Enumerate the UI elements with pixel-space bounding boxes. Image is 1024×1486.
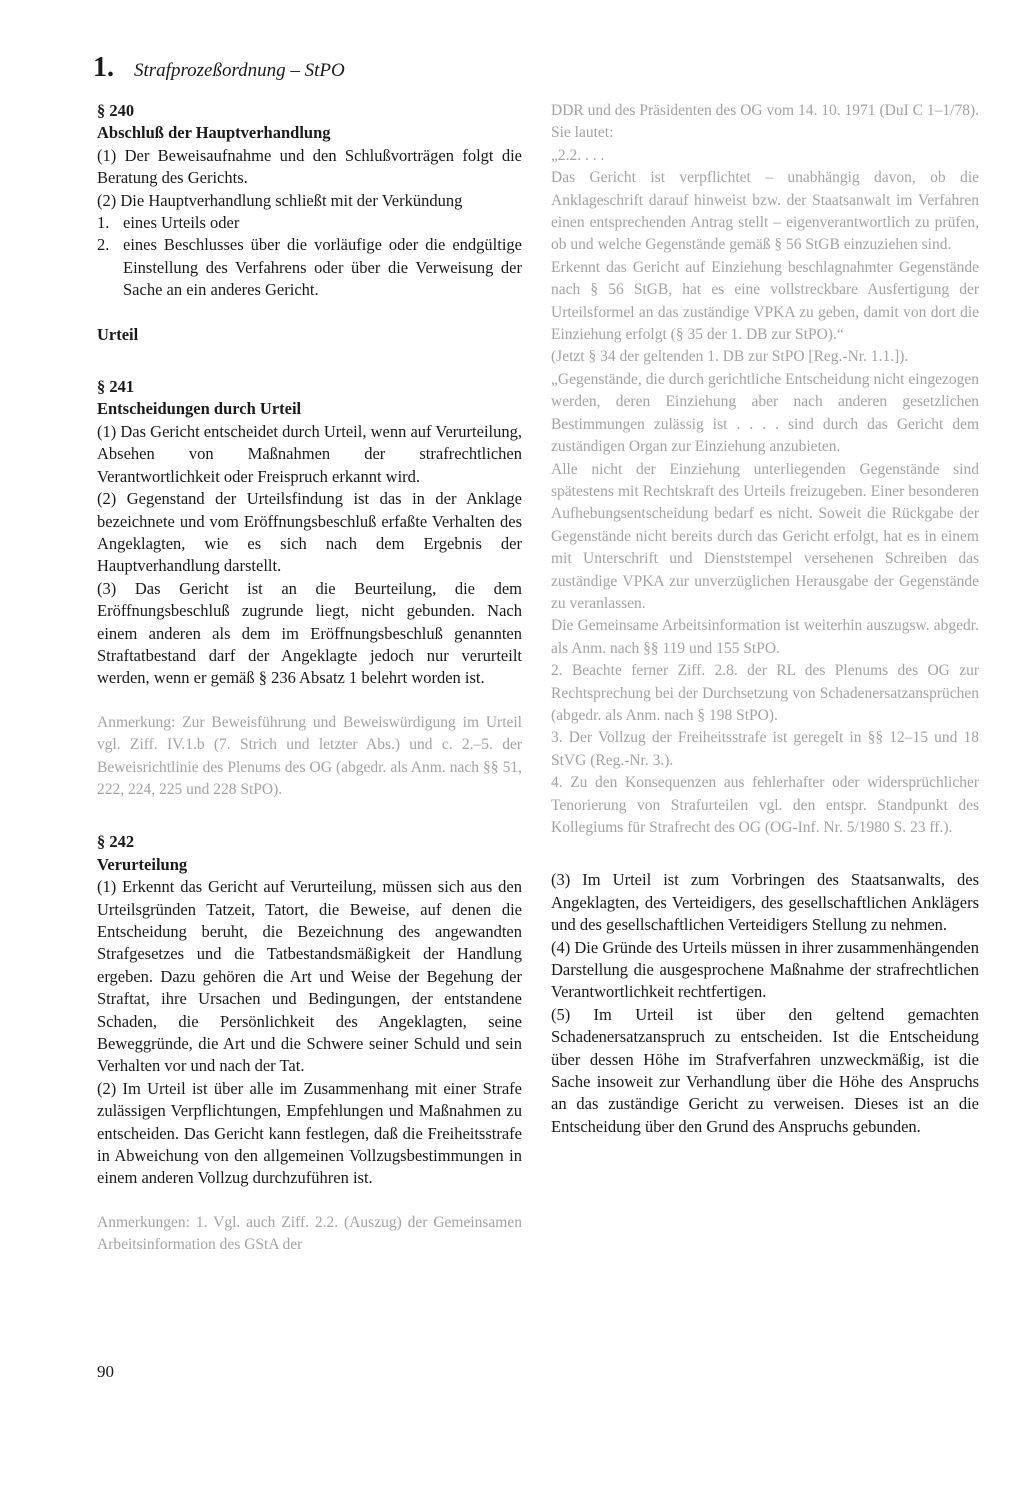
page-number: 90 [97, 1362, 114, 1381]
list-item-number: 2. [97, 235, 110, 255]
page-header [93, 52, 345, 84]
section-241-para-1: (1) Das Gericht entscheidet durch Urteil, wenn auf Verurteilung, Absehen von Maßnahmen der strafrechtlichen Verantwortlichkeit oder Freispruch erkannt wird. [97, 421, 522, 486]
left-column [97, 100, 522, 1257]
section-240-para-2: (2) Die Hauptverhandlung schließt mit der Verkündung [97, 190, 463, 210]
urteil-heading: Urteil [97, 324, 139, 344]
note-paragraph: 3. Der Vollzug der Freiheitsstrafe ist geregelt in §§ 12–15 und 18 StVG (Reg.-Nr. 3.). [551, 729, 979, 769]
section-242-para-5: (5) Im Urteil ist über den geltend gemachten Schadenersatzanspruch zu entscheiden. Ist die Entscheidung über dessen Höhe im Strafverfahren unzweckmäßig, ist die Sache insoweit zur Verhandlung über die Höhe des Anspruchs an das zuständige Gericht zu verweisen. Dieses ist an die Entscheidung über den Grund des Anspruchs gebunden. [551, 1004, 979, 1136]
note-paragraph: Erkennt das Gericht auf Einziehung beschlagnahmter Gegenstände nach § 56 StGB, hat es eine vollstreckbare Ausfertigung der Urteilsformel an das zuständige VPKA zu geben, damit von dort die Einziehung erfolgt (§ 35 der 1. DB zur StPO).“ [551, 258, 979, 344]
list-item-text: eines Beschlusses über die vorläufige oder die endgültige Einstellung des Verfahrens oder über die Verweisung der Sache an ein anderes Gericht. [123, 235, 522, 300]
section-241-para-3: (3) Das Gericht ist an die Beurteilung, die dem Eröffnungsbeschluß zugrunde liegt, nicht gebunden. Nach einem anderen als dem im Eröffnungsbeschluß genannten Straftatbestand darf der Angeklagte jedoch nur verurteilt werden, wenn er gemäß § 236 Absatz 1 belehrt worden ist. [97, 578, 522, 688]
section-242-para-3: (3) Im Urteil ist zum Vorbringen des Staatsanwalts, des Angeklagten, des Verteidigers, des gesellschaftlichen Anklägers und des gesellschaftlichen Verteidigers Stellung zu nehmen. [551, 870, 979, 935]
section-242-para-2: (2) Im Urteil ist über alle im Zusammenhang mit einer Strafe zulässigen Verpflichtungen, Empfehlungen und Maßnahmen zu entscheiden. Das Gericht kann festlegen, daß die Freiheitsstrafe in Abweichung von den allgemeinen Vollzugsbestimmungen in einem anderen Vollzug durchzuführen ist. [97, 1078, 522, 1188]
note-paragraph: DDR und des Präsidenten des OG vom 14. 10. 1971 (DuI C 1–1/78). Sie lautet: [551, 102, 979, 142]
section-240-para-1: (1) Der Beweisaufnahme und den Schlußvorträgen folgt die Beratung des Gerichts. [97, 145, 522, 188]
chapter-number: 1. [93, 52, 114, 83]
note-paragraph: Das Gericht ist verpflichtet – unabhängig davon, ob die Anklageschrift darauf hinweist bzw. der Staatsanwalt im Verfahren einen entsprechenden Antrag stellt – eigenverantwortlich zu prüfen, ob und welche Gegenstände gemäß § 56 StGB einzuziehen sind. [551, 169, 979, 254]
section-242-number: § 242 [97, 832, 135, 852]
section-241-para-2: (2) Gegenstand der Urteilsfindung ist das in der Anklage bezeichnete und vom Eröffnungsbeschluß erfaßte Verhalten des Angeklagten, wie es sich nach dem Ergebnis der Hauptverhandlung darstellt. [97, 489, 522, 576]
section-242-para-4: (4) Die Gründe des Urteils müssen in ihrer zusammenhängenden Darstellung die ausgesprochene Maßnahme der strafrechtlichen Verantwortlichkeit rechtfertigen. [551, 937, 979, 1002]
section-241-note: Anmerkung: Zur Beweisführung und Beweiswürdigung im Urteil vgl. Ziff. IV.1.b (7. Strich und letzter Abs.) und c. 2.–5. der Beweisrichtlinie des Plenums des OG (abgedr. als Anm. nach §§ 51, 222, 224, 225 und 228 StPO). [97, 713, 522, 798]
note-paragraph: Alle nicht der Einziehung unterliegenden Gegenstände sind spätestens mit Rechtskraft des Urteils freizugeben. Einer besonderen Aufhebungsentscheidung bedarf es nicht. Soweit die Rückgabe der Gegenstände nicht bereits durch das Gericht erfolgt, hat es in einem mit Unterschrift und Dienststempel versehenen Schreiben das zuständige VPKA zur unverzüglichen Herausgabe der Gegenstände zu veranlassen. [551, 460, 979, 612]
note-paragraph: „Gegenstände, die durch gerichtliche Entscheidung nicht eingezogen werden, deren Einziehung aber nach anderen gesetzlichen Bestimmungen zulässig ist . . . . sind durch das Gericht dem zuständigen Organ zur Einziehung anzubieten. [551, 370, 979, 456]
list-item-text: eines Urteils oder [123, 213, 240, 233]
list-item [97, 234, 522, 301]
section-241-title: Entscheidungen durch Urteil [97, 399, 302, 419]
list-item [97, 212, 522, 234]
list-item-number: 1. [97, 213, 110, 233]
section-242-title: Verurteilung [97, 854, 188, 874]
note-paragraph: 4. Zu den Konsequenzen aus fehlerhafter oder widersprüchlicher Tenorierung von Strafurteilen vgl. den entspr. Standpunkt des Kollegiums für Strafrecht des OG (OG-Inf. Nr. 5/1980 S. 23 ff.). [551, 774, 979, 836]
chapter-title: Strafprozeßordnung – StPO [134, 60, 345, 81]
section-240-number: § 240 [97, 101, 135, 120]
right-column [551, 100, 979, 1138]
note-paragraph: 2. Beachte ferner Ziff. 2.8. der RL des Plenums des OG zur Rechtsprechung bei der Durchsetzung von Schadenersatzansprüchen (abgedr. als Anm. nach § 198 StPO). [551, 662, 979, 724]
note-paragraph: (Jetzt § 34 der geltenden 1. DB zur StPO [Reg.-Nr. 1.1.]). [551, 348, 909, 366]
section-242-para-1: (1) Erkennt das Gericht auf Verurteilung, müssen sich aus den Urteilsgründen Tatzeit, Tatort, die Beweise, auf denen die Entscheidung beruht, die Bezeichnung des angewandten Strafgesetzes und die Tatbestandsmäßigkeit der Handlung ergeben. Dazu gehören die Art und Weise der Begehung der Straftat, ihre Ursachen und Bedingungen, der entstandene Schaden, die Persönlichkeit des Angeklagten, seine Beweggründe, die Art und die Schwere seiner Schuld und sein Verhalten vor und nach der Tat. [97, 877, 522, 1076]
note-paragraph: „2.2. . . . [551, 146, 605, 164]
section-240-title: Abschluß der Hauptverhandlung [97, 123, 331, 143]
note-paragraph: Die Gemeinsame Arbeitsinformation ist weiterhin auszugsw. abgedr. als Anm. nach §§ 119 und 155 StPO. [551, 617, 979, 657]
section-240-list [97, 212, 522, 302]
section-241-number: § 241 [97, 377, 135, 397]
section-242-note: Anmerkungen: 1. Vgl. auch Ziff. 2.2. (Auszug) der Gemeinsamen Arbeitsinformation des GStA der [97, 1213, 522, 1254]
